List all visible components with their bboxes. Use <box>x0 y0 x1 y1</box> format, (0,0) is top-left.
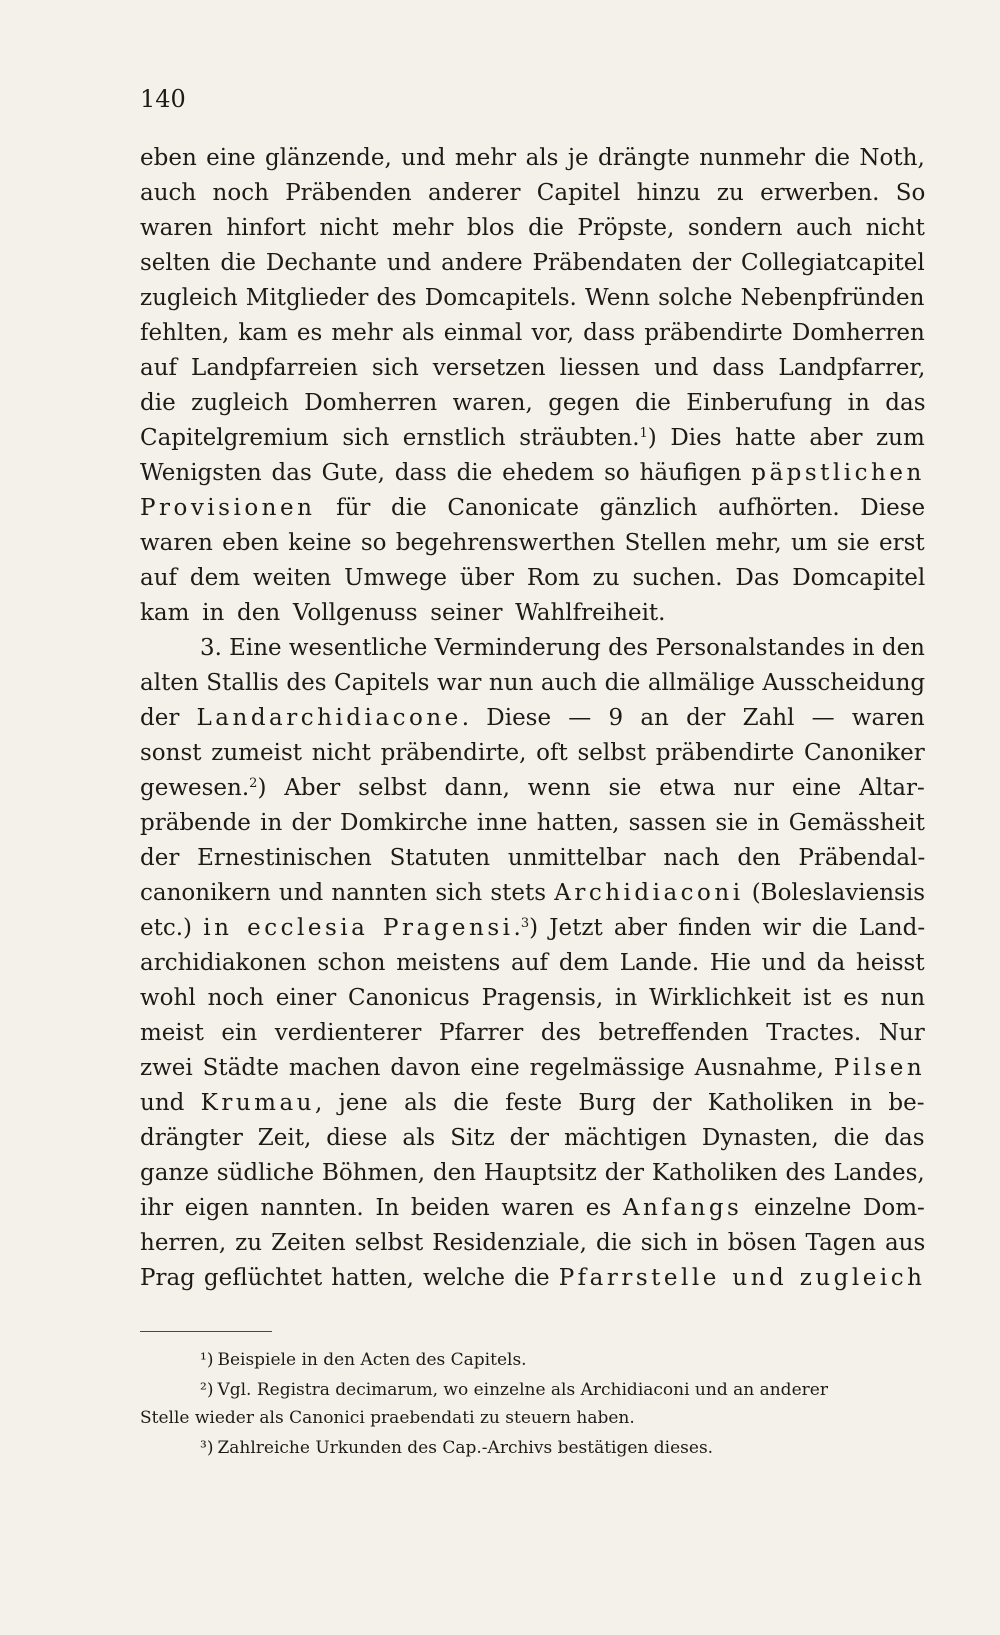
body-line <box>140 1085 925 1121</box>
line-text: etc.) <box>140 915 204 941</box>
line-text: Capitelgremium sich ernstlich sträubten. <box>140 425 640 451</box>
line-text: Wenigsten das Gute, dass die ehedem so häufigen <box>140 460 752 486</box>
line-text: auf dem weiten Umwege über Rom zu suchen. Das Domcapitel <box>140 565 926 591</box>
body-line <box>140 350 925 386</box>
line-text: ganze südliche Böhmen, den Hauptsitz der Katholiken des Landes, <box>140 1160 925 1186</box>
line-text: Prag geflüchtet hatten, welche die <box>140 1265 559 1291</box>
line-text: waren eben keine so begehrenswerthen Stellen mehr, um sie erst <box>140 530 925 556</box>
footnote-ref: 3 <box>520 916 530 931</box>
body-line <box>140 840 925 876</box>
body-line <box>140 910 925 946</box>
body-line <box>140 1050 925 1086</box>
body-line <box>140 1260 925 1296</box>
line-text: die zugleich Domherren waren, gegen die Einberufung in das <box>140 390 926 416</box>
body-line <box>140 1190 925 1226</box>
line-text: meist ein verdienterer Pfarrer des betreffenden Tractes. Nur <box>140 1020 925 1046</box>
body-line <box>140 280 924 316</box>
body-line <box>140 945 925 981</box>
body-line <box>140 1225 925 1261</box>
line-text: wohl noch einer Canonicus Pragensis, in Wirklichkeit ist es nun <box>140 985 926 1011</box>
body-line <box>140 175 925 211</box>
line-text: . <box>513 915 521 941</box>
footnote-3 <box>200 1436 713 1460</box>
body-line <box>140 595 665 631</box>
body-line <box>140 140 925 176</box>
footnote-2 <box>200 1378 925 1402</box>
spaced-emphasis: Krumau <box>200 1090 315 1116</box>
line-text: . Diese — 9 an der Zahl — waren <box>461 705 925 731</box>
spaced-emphasis: Landarchidiacone <box>196 705 462 731</box>
line-text: der <box>140 705 197 731</box>
body-line <box>140 560 925 596</box>
footnote-rule <box>140 1331 272 1332</box>
body-line <box>140 700 925 736</box>
body-line <box>140 735 925 771</box>
line-text: herren, zu Zeiten selbst Residenziale, die sich in bösen Tagen aus <box>140 1230 926 1256</box>
spaced-emphasis: Archidiaconi <box>554 880 744 906</box>
body-line <box>140 210 925 246</box>
body-line <box>140 490 925 526</box>
line-text: präbende in der Domkirche inne hatten, sassen sie in Gemässheit <box>140 810 925 836</box>
line-text: gewesen. <box>140 775 250 801</box>
body-line <box>140 315 925 351</box>
body-line <box>140 980 925 1016</box>
footnote-2-cont <box>140 1406 635 1430</box>
line-text: kam in den Vollgenuss seiner Wahlfreiheit. <box>140 600 666 626</box>
line-text: archidiakonen schon meistens auf dem Lande. Hie und da heisst <box>140 950 925 976</box>
line-text: waren hinfort nicht mehr blos die Pröpste, sondern auch nicht <box>140 215 925 241</box>
body-line <box>140 805 925 841</box>
body-line <box>140 420 925 456</box>
spaced-emphasis: Pfarrstelle und zugleich <box>558 1265 926 1291</box>
line-text: canonikern und nannten sich stets <box>140 880 555 906</box>
footnote-1 <box>200 1348 527 1372</box>
line-text: ) Jetzt aber finden wir die Land- <box>529 915 926 941</box>
body-line <box>140 1120 925 1156</box>
body-line <box>140 665 925 701</box>
body-line <box>140 875 925 911</box>
body-line <box>140 770 925 806</box>
footnote-text: Stelle wieder als Canonici praebendati zu steuern haben. <box>140 1408 635 1428</box>
line-text: der Ernestinischen Statuten unmittelbar nach den Präbendal- <box>140 845 926 871</box>
spaced-emphasis: päpstlichen <box>751 460 925 486</box>
line-text: ) Aber selbst dann, wenn sie etwa nur eine Altar- <box>257 775 925 801</box>
line-text: fehlten, kam es mehr als einmal vor, dass präbendirte Domherren <box>140 320 925 346</box>
line-text: 3. Eine wesentliche Verminderung des Personalstandes in den <box>200 635 925 661</box>
body-line <box>140 245 925 281</box>
page-number: 140 <box>140 85 186 113</box>
footnote-text: Beispiele in den Acten des Capitels. <box>217 1350 527 1370</box>
line-text: alten Stallis des Capitels war nun auch die allmälige Ausscheidung <box>140 670 926 696</box>
line-text: sonst zumeist nicht präbendirte, oft selbst präbendirte Canoniker <box>140 740 925 766</box>
line-text: auf Landpfarreien sich versetzen liessen und dass Landpfarrer, <box>140 355 926 381</box>
spaced-emphasis: in ecclesia Pragensi <box>203 915 514 941</box>
line-text: drängter Zeit, diese als Sitz der mächtigen Dynasten, die das <box>140 1125 925 1151</box>
spaced-emphasis: Pilsen <box>833 1055 926 1081</box>
line-text: für die Canonicate gänzlich aufhörten. Diese <box>315 495 926 521</box>
line-text: selten die Dechante und andere Präbendaten der Collegiatcapitel <box>140 250 925 276</box>
footnote-text: Vgl. Registra decimarum, wo einzelne als Archidiaconi und an anderer <box>217 1380 828 1400</box>
line-text: ) Dies hatte aber zum <box>647 425 925 451</box>
body-line <box>140 525 925 561</box>
body-line <box>140 385 926 421</box>
body-line <box>140 1155 925 1191</box>
spaced-emphasis: Provisionen <box>140 495 316 521</box>
line-text: einzelne Dom- <box>742 1195 925 1221</box>
line-text: , jene als die feste Burg der Katholiken in be- <box>315 1090 925 1116</box>
body-line <box>200 630 925 666</box>
body-line <box>140 455 925 491</box>
footnote-ref: 1 <box>639 426 648 441</box>
footnote-text: Zahlreiche Urkunden des Cap.-Archivs bestätigen dieses. <box>217 1438 714 1458</box>
line-text: und <box>140 1090 201 1116</box>
footnote-mark: ¹) <box>200 1350 214 1370</box>
line-text: eben eine glänzende, und mehr als je drängte nunmehr die Noth, <box>140 145 925 171</box>
line-text: (Boleslaviensis <box>743 880 926 906</box>
footnote-ref: 2 <box>249 776 258 791</box>
line-text: zugleich Mitglieder des Domcapitels. Wenn solche Nebenpfründen <box>140 285 925 311</box>
line-text: auch noch Präbenden anderer Capitel hinzu zu erwerben. So <box>140 180 926 206</box>
spaced-emphasis: Anfangs <box>622 1195 743 1221</box>
line-text: zwei Städte machen davon eine regelmässige Ausnahme, <box>140 1055 834 1081</box>
footnote-mark: ²) <box>200 1380 214 1400</box>
line-text: ihr eigen nannten. In beiden waren es <box>140 1195 623 1221</box>
footnote-mark: ³) <box>200 1438 214 1458</box>
body-line <box>140 1015 925 1051</box>
